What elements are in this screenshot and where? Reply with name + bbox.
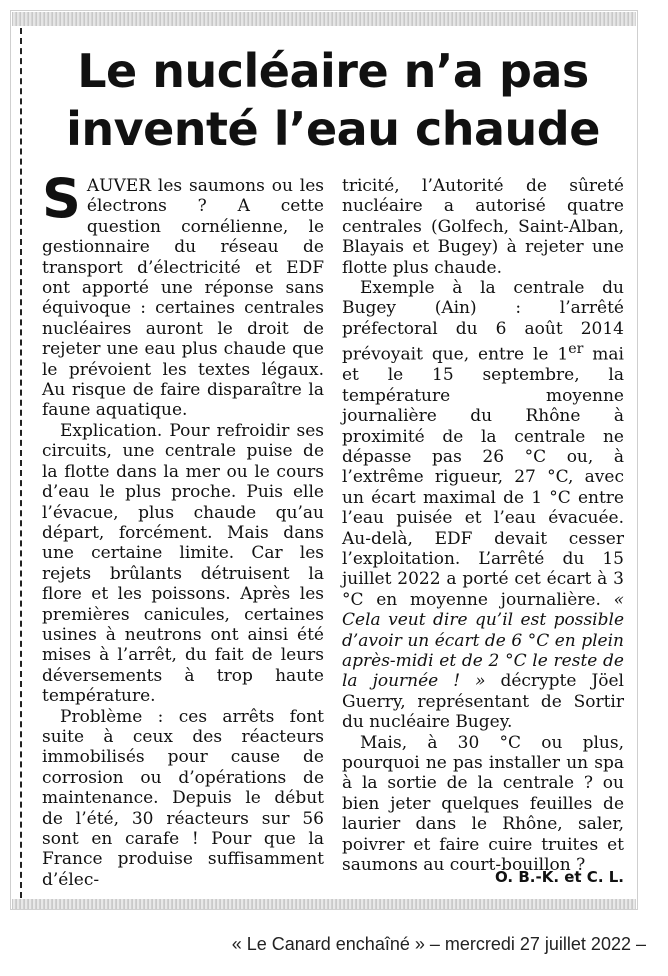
publication-footer: « Le Canard enchaîné » – mercredi 27 juillet 2022 – — [231, 934, 646, 954]
scan-border-top — [12, 12, 636, 26]
scan-border-bottom — [12, 899, 636, 909]
quote: « Cela veut dire qu’il est possible d’avoir un écart de 6 °C en plein après-midi et de 2 °C le reste de la journée ! » — [342, 589, 624, 692]
paragraph-explication: Explication. Pour refroidir ses circuits, une centrale puise de la flotte dans la mer ou le cours d’eau le plus proche. Puis elle l’évacue, plus chaude qu’au départ, forcément. Mais dans une certaine limite. Car les rejets brûlants détruisent la flore et les poissons. Après les premières canicules, certaines usines à neutrons ont ainsi été mises à l’arrêt, du fait de leurs déversements à trop haute température. — [42, 420, 324, 707]
drop-cap: S — [42, 167, 81, 230]
headline-line-1: Le nucléaire n’a pas — [77, 44, 589, 98]
article-column-left — [42, 167, 324, 890]
ordinal-superscript: er — [568, 341, 584, 358]
paragraph-intro-text: AUVER les saumons ou les électrons ? A cette question cornélienne, le gestionnaire du réseau de transport d’électricité et EDF ont apporté une réponse sans équivoque : certaines centrales nucléaires auront le droit de rejeter une eau plus chaude que le prévoient les textes légaux. Au risque de faire disparaître la faune aquatique. — [42, 176, 324, 421]
headline-line-2: inventé l’eau chaude — [66, 102, 600, 156]
paragraph-probleme: Problème : ces arrêts font suite à ceux des réacteurs immobilisés pour cause de corrosion ou d’opérations de maintenance. Depuis le début de l’été, 30 réacteurs sur 56 sont en carafe ! Pour que la France produise suffisamment d’élec- — [42, 706, 324, 890]
author-signature: O. B.-K. et C. L. — [495, 868, 624, 886]
headline — [40, 42, 626, 158]
exemple-text-a: Exemple à la centrale du Bugey (Ain) : l’arrêté préfectoral du 6 août 2014 prévoyait que, entre le 1 — [342, 278, 624, 365]
exemple-text-b: mai et le 15 septembre, la température moyenne journalière du Rhône à proximité de la centrale ne dépasse pas 26 °C ou, à l’extrême rigueur, 27 °C, avec un écart maximal de 1 °C entre l’eau puisée et l’eau évacuée. Au-delà, EDF devait cesser l’exploitation. L’arrêté du 15 juillet 2022 a porté cet écart à 3 °C en moyenne journalière. — [342, 344, 624, 610]
paragraph-conclusion: Mais, à 30 °C ou plus, pourquoi ne pas installer un spa à la sortie de la centrale ? ou bien jeter quelques feuilles de laurier dans le Rhône, saler, poivrer et faire cuire truites et saumons au court-bouillon ? — [342, 732, 624, 876]
cut-line — [20, 28, 22, 898]
paragraph-exemple — [342, 278, 624, 733]
exemple-text-c: décrypte Jöel Guerry, représentant de Sortir du nucléaire Bugey. — [342, 671, 624, 733]
article-column-right — [342, 176, 624, 875]
paragraph-continuation: tricité, l’Autorité de sûreté nucléaire a autorisé quatre centrales (Golfech, Saint-Alban, Blayais et Bugey) à rejeter une flotte plus chaude. — [342, 176, 624, 278]
paragraph-intro — [42, 167, 324, 421]
